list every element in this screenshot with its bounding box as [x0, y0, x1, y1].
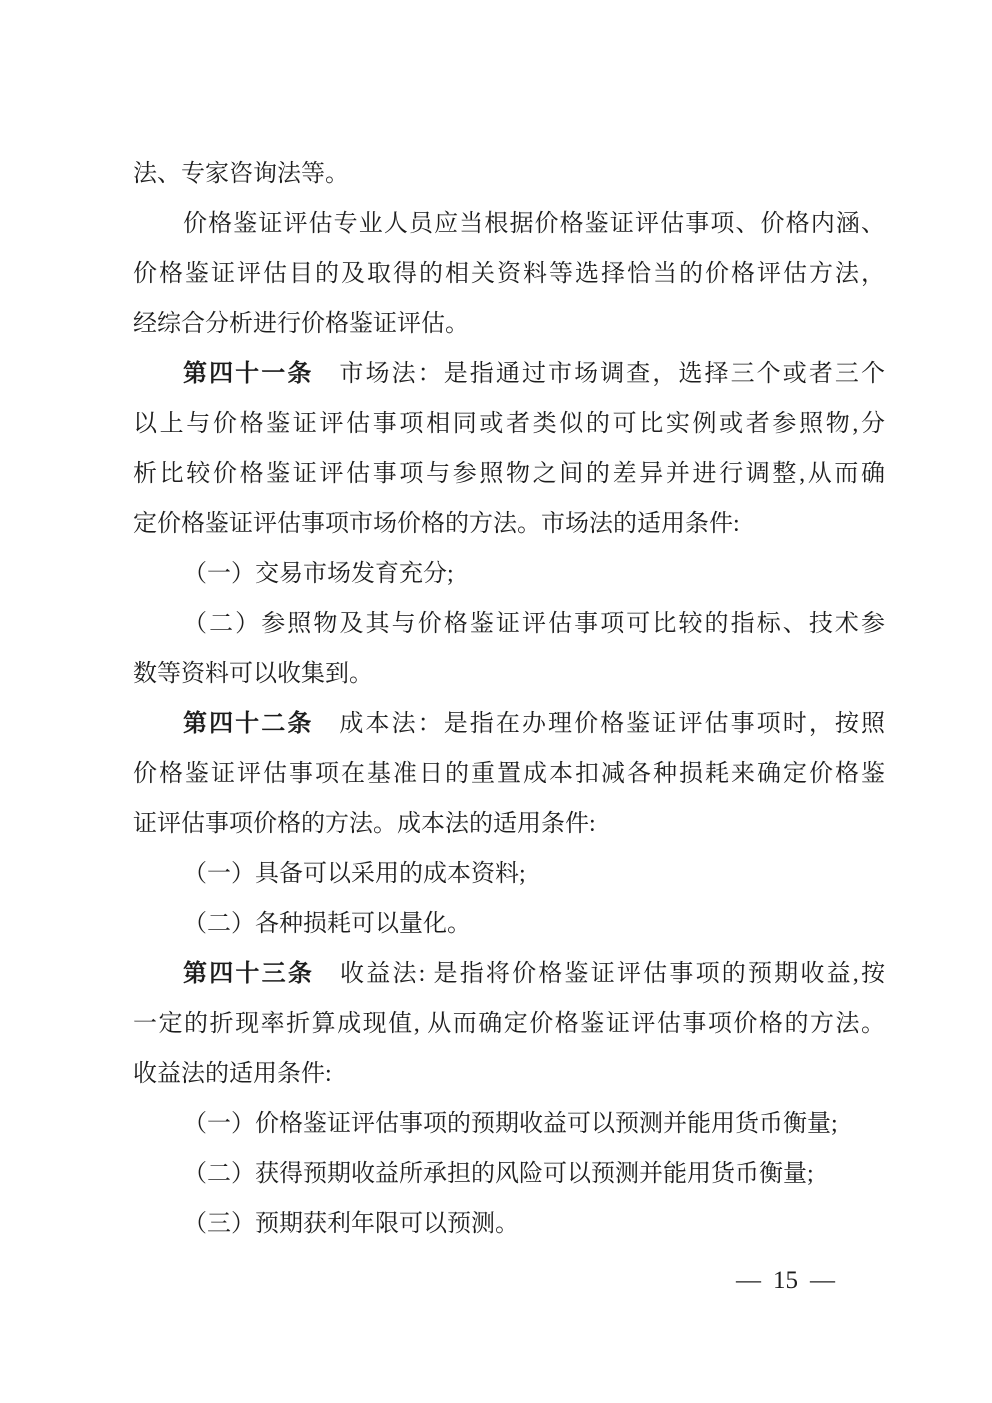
footer-dash-left: —	[736, 1267, 761, 1294]
article-41-heading: 第四十一条	[183, 361, 314, 387]
article-43-line	[133, 949, 885, 999]
list-item: （三）预期获利年限可以预测。	[183, 1211, 519, 1237]
article-body-text: 成本法：是指在办理价格鉴证评估事项时，按照	[339, 711, 886, 737]
footer-dash-right: —	[810, 1267, 835, 1294]
text-line: 以上与价格鉴证评估事项相同或者类似的可比实例或者参照物,分	[133, 411, 885, 437]
text-line: 析比较价格鉴证评估事项与参照物之间的差异并进行调整,从而确	[133, 461, 885, 487]
article-body-text: 收益法: 是指将价格鉴证评估事项的预期收益,按	[340, 961, 886, 987]
page-number: 15	[773, 1267, 798, 1294]
list-item: （一）具备可以采用的成本资料;	[183, 861, 526, 887]
text-line: 经综合分析进行价格鉴证评估。	[133, 311, 469, 337]
text-line: 一定的折现率折算成现值, 从而确定价格鉴证评估事项价格的方法。	[133, 1011, 885, 1037]
page-footer	[726, 1260, 845, 1302]
text-line: 价格鉴证评估专业人员应当根据价格鉴证评估事项、价格内涵、	[183, 211, 885, 237]
text-line: 数等资料可以收集到。	[133, 661, 373, 687]
list-item: （二）获得预期收益所承担的风险可以预测并能用货币衡量;	[183, 1161, 814, 1187]
list-item: （一）交易市场发育充分;	[183, 561, 454, 587]
text-line: 定价格鉴证评估事项市场价格的方法。市场法的适用条件:	[133, 511, 740, 537]
article-41-line	[133, 349, 885, 399]
list-item: （二）各种损耗可以量化。	[183, 911, 471, 937]
article-43-heading: 第四十三条	[183, 961, 315, 987]
article-body-text: 市场法：是指通过市场调查，选择三个或者三个	[339, 361, 886, 387]
document-body	[133, 149, 885, 1249]
list-item: （一）价格鉴证评估事项的预期收益可以预测并能用货币衡量;	[183, 1111, 838, 1137]
list-item: （二）参照物及其与价格鉴证评估事项可比较的指标、技术参	[183, 611, 885, 637]
text-line: 价格鉴证评估目的及取得的相关资料等选择恰当的价格评估方法，	[133, 261, 885, 287]
article-42-heading: 第四十二条	[183, 711, 314, 737]
text-line: 法、专家咨询法等。	[133, 161, 349, 187]
text-line: 价格鉴证评估事项在基准日的重置成本扣减各种损耗来确定价格鉴	[133, 761, 885, 787]
article-42-line	[133, 699, 885, 749]
text-line: 收益法的适用条件:	[133, 1061, 332, 1087]
text-line: 证评估事项价格的方法。成本法的适用条件:	[133, 811, 596, 837]
